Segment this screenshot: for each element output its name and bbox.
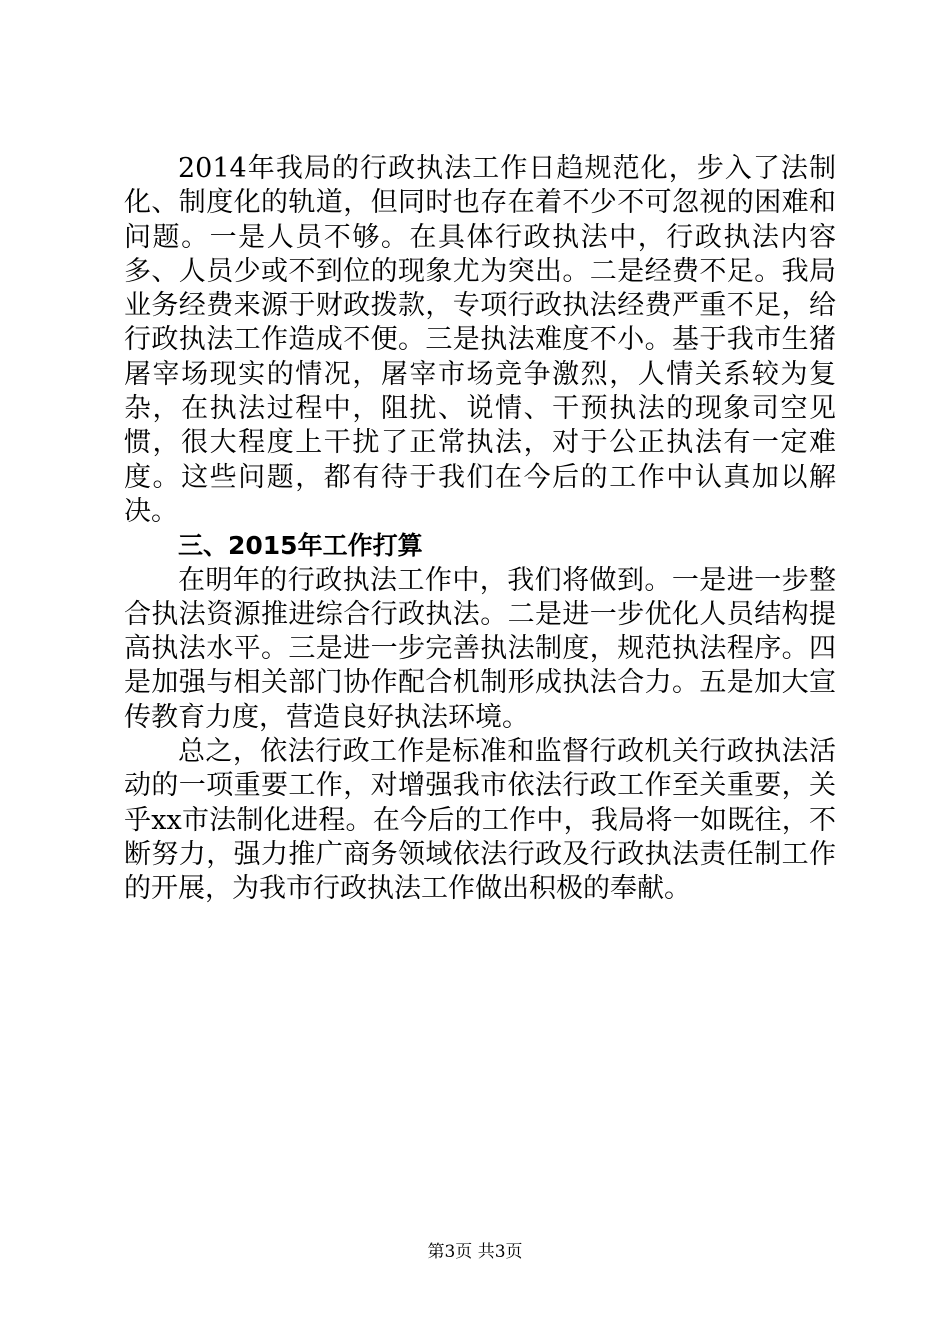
- paragraph-conclusion: 总之，依法行政工作是标准和监督行政机关行政执法活动的一项重要工作，对增强我市依法行政工作至关重要，关乎xx市法制化进程。在今后的工作中，我局将一如既往，不断努力，强力推广商务领域依法行政及行政执法责任制工作的开展，为我市行政执法工作做出积极的奉献。: [124, 736, 836, 905]
- page-footer: 第3页 共3页: [427, 1242, 523, 1262]
- paragraph-next-year-plan: 在明年的行政执法工作中，我们将做到。一是进一步整合执法资源推进综合行政执法。二是进一步优化人员结构提高执法水平。三是进一步完善执法制度，规范执法程序。四是加强与相关部门协作配合机制形成执法合力。五是加大宣传教育力度，营造良好执法环境。: [124, 564, 836, 733]
- section-heading-2015-plan: 三、2015年工作打算: [178, 531, 423, 561]
- paragraph-difficulties: 2014年我局的行政执法工作日趋规范化，步入了法制化、制度化的轨道，但同时也存在着不少不可忽视的困难和问题。一是人员不够。在具体行政执法中，行政执法内容多、人员少或不到位的现象尤为突出。二是经费不足。我局业务经费来源于财政拨款，专项行政执法经费严重不足，给行政执法工作造成不便。三是执法难度不小。基于我市生猪屠宰场现实的情况，屠宰市场竞争激烈，人情关系较为复杂，在执法过程中，阻扰、说情、干预执法的现象司空见惯，很大程度上干扰了正常执法，对于公正执法有一定难度。这些问题，都有待于我们在今后的工作中认真加以解决。: [124, 153, 836, 527]
- document-body: [124, 152, 836, 907]
